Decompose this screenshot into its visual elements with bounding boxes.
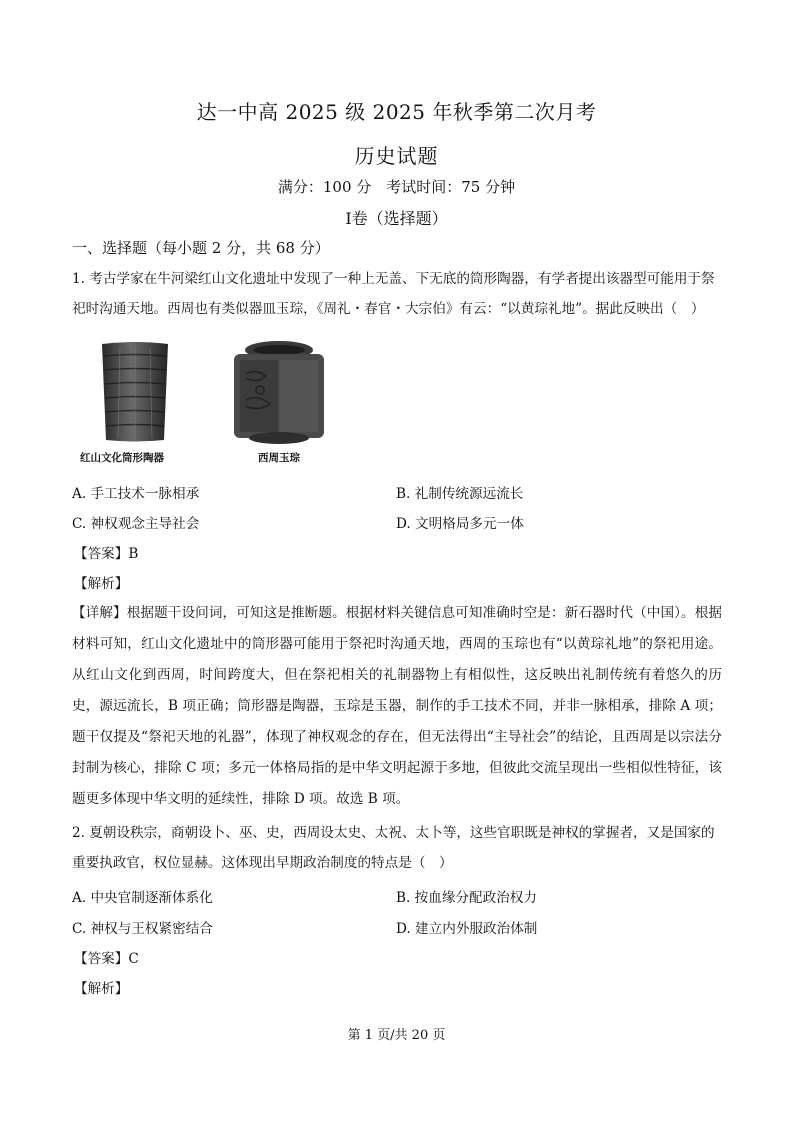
volume-label: Ⅰ卷（选择题） — [345, 209, 448, 228]
pottery-cylinder-image — [80, 340, 190, 444]
q1-option-b: B. 礼制传统源远流长 — [396, 486, 524, 502]
section-title: 一、选择题（每小题 2 分，共 68 分） — [72, 239, 330, 257]
jade-cong-caption: 西周玉琮 — [258, 452, 300, 464]
q1-answer: 【答案】B — [74, 546, 139, 562]
q1-option-d: D. 文明格局多元一体 — [396, 516, 524, 532]
question-1-stem: 1. 考古学家在牛河梁红山文化遗址中发现了一种上无盖、下无底的筒形陶器，有学者提出该器型可能用于祭祀时沟通天地。西周也有类似器皿玉琮，《周礼・春官・大宗伯》有云：“以黄琮礼地”。据此反映出（ ） — [72, 271, 715, 317]
q2-option-b: B. 按血缘分配政治权力 — [396, 890, 537, 906]
q2-answer: 【答案】C — [74, 951, 139, 967]
q1-detail: 【详解】根据题干设问词，可知这是推断题。根据材料关键信息可知准确时空是：新石器时代（中国）。根据材料可知，红山文化遗址中的筒形器可能用于祭祀时沟通天地，西周的玉琮也有“以黄琮礼地”的祭祀用途。从红山文化到西周，时间跨度大，但在祭祀相关的礼制器物上有相似性，这反映出礼制传统有着悠久的历史，源远流长，B 项正确；筒形器是陶器，玉琮是玉器，制作的手工技术不同，并非一脉相承，排除 A 项；题干仅提及“祭祀天地的礼器”，体现了神权观念的存在，但无法得出“主导社会”的结论，且西周是以宗法分封制为核心，排除 C 项；多元一体格局指的是中华文明起源于多地，但彼此交流呈现出一些相似性特征，该题更多体现中华文明的延续性，排除 D 项。故选 B 项。 — [72, 605, 722, 807]
subject-title: 历史试题 — [354, 144, 439, 168]
q1-option-a: A. 手工技术一脉相承 — [72, 486, 200, 502]
q2-analysis-label: 【解析】 — [74, 981, 129, 997]
question-2-stem: 2. 夏朝设秩宗，商朝设卜、巫、史，西周设太史、太祝、太卜等，这些官职既是神权的掌握者，又是国家的重要执政官，权位显赫。这体现出早期政治制度的特点是（ ） — [72, 825, 715, 871]
score-time-line: 满分：100 分 考试时间：75 分钟 — [277, 178, 516, 196]
q2-option-c: C. 神权与王权紧密结合 — [72, 921, 213, 937]
page-number: 第 1 页/共 20 页 — [347, 1028, 446, 1043]
pottery-caption: 红山文化筒形陶器 — [80, 452, 164, 464]
q2-option-d: D. 建立内外服政治体制 — [396, 921, 538, 937]
jade-cong-image — [226, 338, 332, 446]
q2-option-a: A. 中央官制逐渐体系化 — [72, 890, 213, 906]
q1-option-c: C. 神权观念主导社会 — [72, 516, 200, 532]
exam-title: 达一中高 2025 级 2025 年秋季第二次月考 — [196, 100, 597, 124]
q1-analysis-label: 【解析】 — [74, 576, 129, 592]
